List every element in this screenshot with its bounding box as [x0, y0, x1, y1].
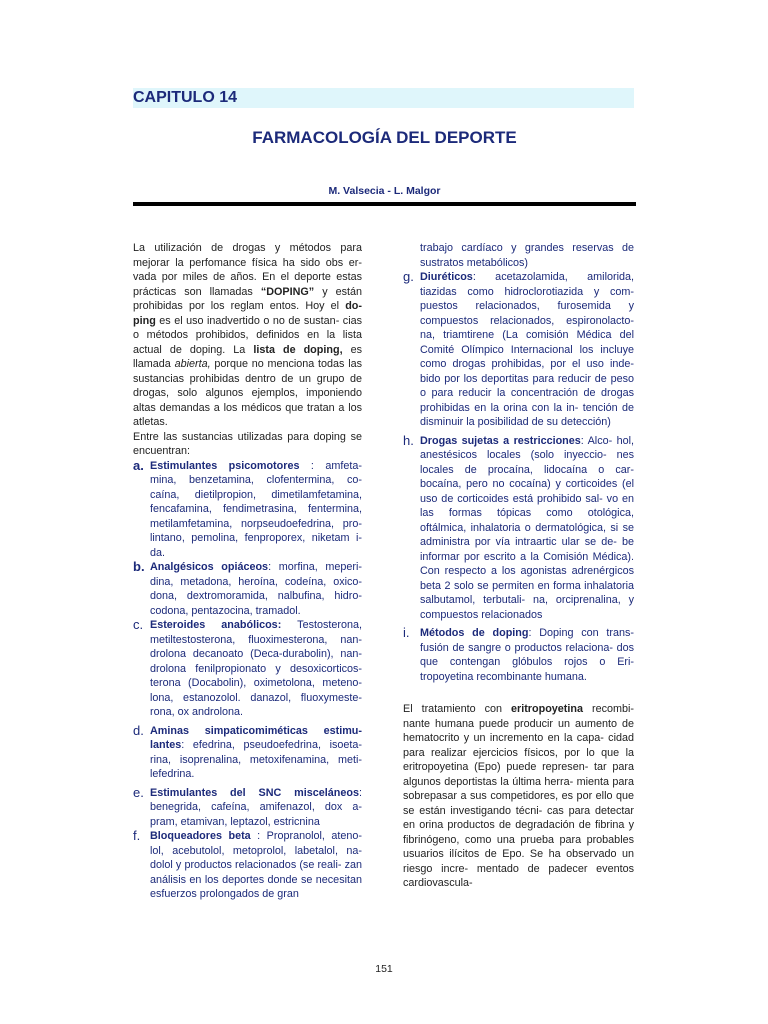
list-item-f — [133, 829, 362, 902]
list-item-title: Estimulantes del SNC misceláneos — [150, 786, 359, 799]
list-item-body: : benegrida, cafeína, amifenazol, dox a- pram, etamivan, leptazol, estricnina — [150, 786, 362, 828]
list-item-g — [403, 270, 634, 430]
left-column — [133, 241, 362, 902]
list-marker: c. — [133, 617, 144, 632]
epo-text: El tratamiento con — [403, 703, 511, 715]
list-item-b — [133, 560, 362, 618]
epo-term: eritropoyetina — [511, 703, 583, 715]
list-marker: i. — [403, 625, 410, 640]
page-title: FARMACOLOGÍA DEL DEPORTE — [252, 128, 517, 147]
list-marker: a. — [133, 457, 144, 473]
intro-text: es el uso inadvertido o no de sustan- cias o métodos prohibidos, definidos en la lista actual de doping. La — [133, 314, 362, 356]
continuation-text: trabajo cardíaco y grandes reservas de sustratos metabólicos) — [420, 242, 634, 269]
intro-abierta: abierta, — [174, 358, 211, 370]
epo-paragraph — [403, 702, 634, 891]
intro-text: La utilización de drogas y métodos para mejorar la perfomance física ha sido obs er- vada por miles de años. En el deporte estas prácticas son llamadas — [133, 242, 362, 298]
list-item-body: : Doping con trans- fusión de sangre o productos relaciona- dos que contengan glóbulos rojos o Eri- tropoyetina recombinante humana. — [420, 627, 634, 683]
list-marker: b. — [133, 559, 145, 574]
list-marker: h. — [403, 432, 414, 448]
list-item-title: Bloqueadores beta — [150, 830, 251, 842]
list-marker: d. — [133, 722, 144, 738]
list-item-body: : Propranolol, ateno- lol, acebutolol, metoprolol, labetalol, na- dolol y productos relacionados (se reali- zan análisis en los deportes donde se necesitan esfuerzos prolongados de gran — [150, 830, 362, 900]
list-item-c — [133, 618, 362, 720]
list-item-i — [403, 626, 634, 684]
intro-text: es llamada — [133, 343, 363, 370]
list-item-title: Métodos de doping — [420, 627, 529, 639]
list-item-body: Testosterona, metiltestosterona, fluoximesterona, nan- drolona decanoato (Deca-durabolin), nan- drolona fenilpropionato y desoxicorticos- terona (Docabolin), oximetolona, meteno- lona, estanozolol. danazol, fluoxymeste- rona, ox androlona. — [150, 619, 363, 718]
list-marker: e. — [133, 784, 144, 800]
list-marker: f. — [133, 828, 141, 843]
right-column — [403, 241, 634, 891]
intro-text: porque no menciona todas las sustancias prohibidas dentro de un grupo de drogas, solo algunos ejemplos, imponiendo altas demandas a los médicos que tratan a los atletas. — [133, 358, 363, 428]
list-item-body: : Alco- hol, anestésicos locales (solo inyeccio- nes locales de procaína, lidocaína o car- bocaína, pero no cocaína) y corticoides (el uso de corticoides está prohibido sal- vo en las formas tópicas como otológica, oftálmica, inhalatoria o dermatológica, si se administra por vía intraartic ular se de- be informar por escrito a la Comisión Médica). Con respecto a los agonistas adrenérgicos beta 2 solo se permiten en forma inhalatoria salbutamol, terbutali- na, orciprenalina, y compuestos relacionados — [420, 434, 634, 621]
intro-paragraph — [133, 241, 362, 430]
list-item-body: : efedrina, pseudoefedrina, isoeta- rina, isoprenalina, metoxifenamina, meti- lefedrina. — [150, 739, 362, 780]
list-item-h — [403, 434, 634, 623]
chapter-bar — [133, 88, 634, 108]
chapter-label: CAPITULO 14 — [133, 89, 238, 106]
list-item-a — [133, 459, 362, 561]
list-item-title: Esteroides anabólicos: — [150, 619, 282, 631]
list-item-body: : morfina, meperi- dina, metadona, heroína, codeína, oxico- dona, dextromoramida, nalbufina, hidro- codona, pentazocina, tramadol. — [150, 561, 362, 617]
header-rule — [133, 202, 636, 206]
list-item-body: : amfeta- mina, benzetamina, clofentermina, co- caína, dietilpropion, dimetilamfetamina, fencafamina, fendimetrasina, fentermina, metilamfetamina, norpseudoefedrina, pro- lintano, pemolina, fenproporex, niketam i- da. — [150, 459, 362, 559]
list-item-title: Drogas sujetas a restricciones — [420, 434, 581, 447]
list-item-title: Analgésicos opiáceos — [150, 561, 269, 573]
list-item-body: : acetazolamida, amilorida, tiazidas como hidroclorotiazida y com- puestos relacionados, furosemida y compuestos relacionados, espironolacto- na, triamtirene (La comisión Médica del Comité Olímpico Internacional los incluye como drogas prohibidas, por el uso inde- bido por los deportitas para reducir de peso o para reducir la concentración de drogas prohibidas en la orina con la in- tención de disminuir la posibilidad de su detección) — [420, 271, 634, 428]
intro-doping: “DOPING” — [260, 285, 315, 298]
list-item-title: Aminas simpaticomiméticas estimu- lantes — [150, 724, 362, 751]
list-marker: g. — [403, 269, 414, 284]
intro-doping-term: do- ping — [133, 300, 362, 327]
list-item-e — [133, 786, 362, 830]
list-item-d — [133, 724, 362, 782]
epo-text: recombi- nante humana puede producir un aumento de hematocrito y un incremento en la capa- cidad para realizar ejercicios físicos, por lo que la eritropoyetina (Epo) puede represen- tar para algunos deportistas la última herra- mienta para sobrepasar a sus competidores, es por ello que se están investigando técni- cas para detectar en orina productos de degradación de fibrina y fibrinógeno, como una prueba para probables usuarios ilícitos de Epo. Se ha observado un riesgo incre- mentado de padecer eventos cardiovascula- — [403, 703, 634, 889]
intro-lista: lista de doping, — [253, 343, 343, 356]
intro-list-lead: Entre las sustancias utilizadas para doping se encuentran: — [133, 430, 362, 457]
authors: M. Valsecia - L. Malgor — [328, 185, 441, 197]
list-item-title: Diuréticos — [420, 271, 473, 283]
list-item-title: Estimulantes psicomotores — [150, 459, 300, 472]
intro-text: y están prohibidas por los reglam entos. Hoy el — [133, 285, 363, 312]
page-number: 151 — [375, 963, 393, 975]
